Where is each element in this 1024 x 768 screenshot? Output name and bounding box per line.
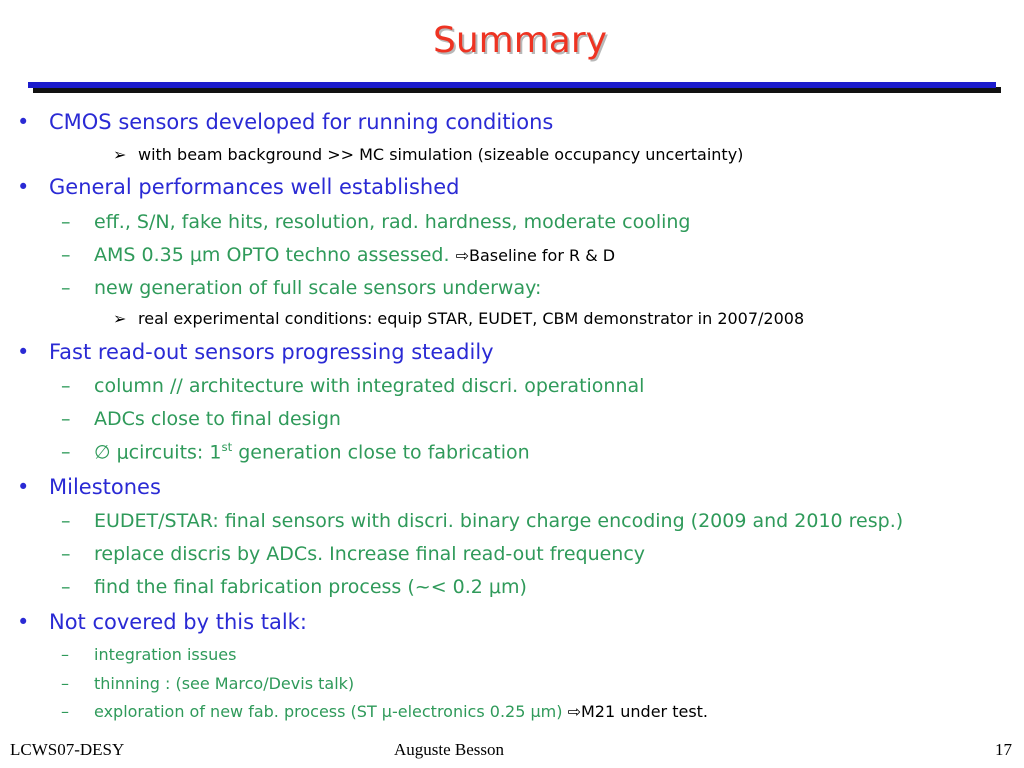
bullet-item	[17, 175, 459, 199]
sub-sub-item	[113, 145, 743, 164]
hollow-arrow-icon: ⇨	[567, 702, 581, 721]
bullet-text: Milestones	[49, 475, 161, 499]
dash-icon: –	[61, 674, 69, 693]
sub-text: exploration of new fab. process (ST μ-electronics 0.25 μm)	[94, 702, 563, 721]
bullet-item	[17, 340, 494, 364]
sub-text: new generation of full scale sensors underway:	[94, 277, 542, 299]
slide-title: Summary	[433, 20, 607, 61]
bullet-text: General performances well established	[49, 175, 460, 199]
sub-sub-text: real experimental conditions: equip STAR, EUDET, CBM demonstrator in 2007/2008	[138, 309, 805, 328]
bullet-text: Not covered by this talk:	[49, 610, 307, 634]
dash-icon: –	[61, 375, 71, 397]
dash-icon: –	[61, 211, 71, 233]
bullet-item	[17, 475, 161, 499]
title-rule	[28, 82, 996, 88]
sub-text-extra: Baseline for R & D	[469, 246, 616, 265]
sub-text: eff., S/N, fake hits, resolution, rad. hardness, moderate cooling	[94, 211, 691, 233]
footer-center: Auguste Besson	[394, 740, 505, 759]
sub-item	[61, 244, 615, 266]
footer-left: LCWS07-DESY	[10, 740, 125, 759]
sub-sub-text: with beam background >> MC simulation (sizeable occupancy uncertainty)	[138, 145, 744, 164]
dash-icon: –	[61, 543, 71, 565]
dash-icon: –	[61, 576, 71, 598]
sub-text: ADCs close to final design	[94, 408, 341, 430]
bullet-item	[17, 610, 307, 634]
sub-text: AMS 0.35 μm OPTO techno assessed.	[94, 244, 450, 266]
sub-sub-item	[113, 309, 804, 328]
hollow-arrow-icon: ⇨	[455, 246, 469, 265]
bullet-text: CMOS sensors developed for running conditions	[49, 110, 554, 134]
sub-item	[61, 408, 341, 430]
arrowhead-icon: ➢	[113, 309, 127, 328]
sub-item	[61, 375, 644, 397]
sub-item	[61, 576, 527, 598]
bullet-icon: •	[17, 340, 30, 364]
sub-text: ∅ μcircuits: 1	[94, 441, 222, 464]
dash-icon: –	[61, 645, 69, 664]
bullet-text: Fast read-out sensors progressing steadily	[49, 340, 494, 364]
sub-text: integration issues	[94, 645, 237, 664]
sub-text: column // architecture with integrated discri. operationnal	[94, 375, 645, 397]
superscript: st	[221, 440, 233, 454]
sub-item	[61, 543, 645, 565]
sub-item	[61, 440, 530, 463]
sub-text: thinning : (see Marco/Devis talk)	[94, 674, 355, 693]
slide-number: 17	[995, 740, 1012, 759]
bullet-icon: •	[17, 175, 30, 199]
dash-icon: –	[61, 510, 71, 532]
arrowhead-icon: ➢	[113, 145, 127, 164]
sub-text-extra: M21 under test.	[581, 702, 709, 721]
sub-item	[61, 702, 708, 721]
dash-icon: –	[61, 244, 71, 266]
sub-text: EUDET/STAR: final sensors with discri. binary charge encoding (2009 and 2010 resp.)	[94, 510, 904, 532]
sub-text: replace discris by ADCs. Increase final read-out frequency	[94, 543, 646, 565]
bullet-icon: •	[17, 610, 30, 634]
dash-icon: –	[61, 277, 71, 299]
dash-icon: –	[61, 441, 71, 464]
sub-item	[61, 645, 236, 664]
sub-text: find the final fabrication process (~< 0.2 μm)	[94, 576, 527, 598]
bullet-icon: •	[17, 110, 30, 134]
bullet-item	[17, 110, 553, 134]
sub-item	[61, 510, 903, 532]
dash-icon: –	[61, 702, 69, 721]
sub-item	[61, 211, 691, 233]
sub-item	[61, 674, 354, 693]
bullet-icon: •	[17, 475, 30, 499]
dash-icon: –	[61, 408, 71, 430]
sub-text-cont: generation close to fabrication	[232, 441, 530, 464]
sub-item	[61, 277, 541, 299]
